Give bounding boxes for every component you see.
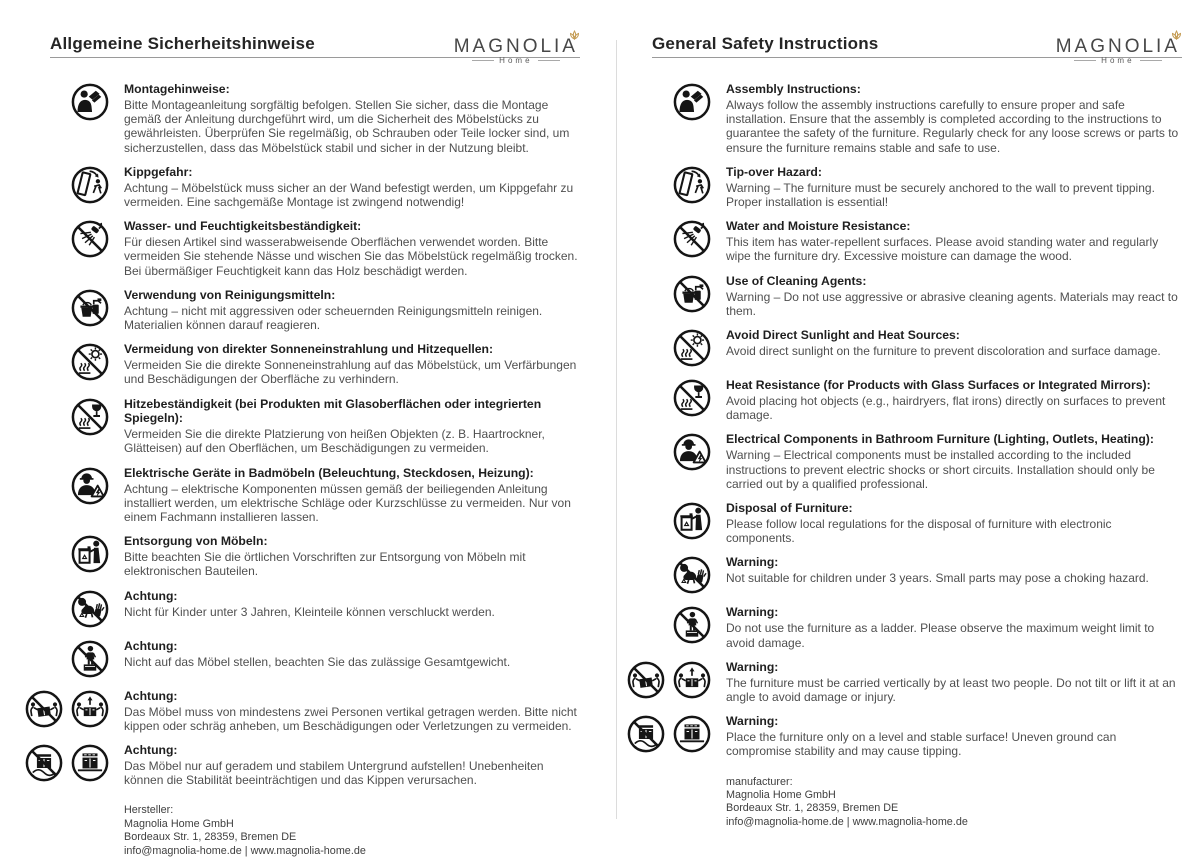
section-text — [726, 432, 1182, 491]
section-title: Disposal of Furniture: — [726, 501, 853, 516]
section-icons — [70, 589, 110, 629]
logo-dash — [472, 60, 494, 61]
section-text — [726, 660, 1182, 704]
no-cleaning-agents-icon — [672, 274, 712, 314]
no-uneven-ground-icon — [24, 743, 64, 783]
read-manual-icon — [70, 82, 110, 122]
no-tilt-carry-icon — [24, 689, 64, 729]
section-title: Electrical Components in Bathroom Furniture (Lighting, Outlets, Heating): — [726, 432, 1154, 447]
column-divider — [616, 40, 617, 819]
section-title: Avoid Direct Sunlight and Heat Sources: — [726, 328, 960, 343]
section-body: Warning – Electrical components must be installed according to the included instructions to prevent electric shocks or short circuits. Installation should only be carried out by a qualified professional. — [726, 448, 1155, 491]
section-body: Do not use the furniture as a ladder. Please observe the maximum weight limit to avoid damage. — [726, 621, 1155, 650]
section-icons — [70, 466, 110, 525]
section-title: Verwendung von Reinigungsmitteln: — [124, 287, 336, 302]
section-body: Warning – The furniture must be securely anchored to the wall to prevent tipping. Proper installation is essential! — [726, 180, 1155, 210]
no-water-icon — [672, 219, 712, 259]
section-title: Achtung: — [124, 688, 178, 703]
brand-logo — [1054, 36, 1182, 65]
section-body: Nicht auf das Möbel stellen, beachten Sie das zulässige Gesamtgewicht. — [124, 654, 511, 669]
logo-dash — [1074, 60, 1096, 61]
section-icons — [70, 639, 110, 679]
section-title: Warning: — [726, 659, 779, 674]
section-icons — [672, 501, 712, 545]
no-hot-glass-icon — [70, 397, 110, 437]
electrician-warning-icon — [672, 432, 712, 472]
safety-section — [652, 274, 1182, 318]
section-body: Warning – Do not use aggressive or abrasive cleaning agents. Materials may react to them. — [726, 289, 1178, 318]
manufacturer-line: info@magnolia-home.de | www.magnolia-home.de — [726, 815, 968, 828]
brand-logo — [452, 36, 580, 65]
manufacturer-info-de — [124, 804, 580, 858]
section-text — [124, 342, 580, 386]
section-title: Assembly Instructions: — [726, 82, 861, 96]
level-surface-icon — [70, 743, 110, 783]
section-icons — [672, 660, 712, 704]
section-text — [726, 328, 1182, 368]
safety-section — [50, 165, 580, 209]
section-text — [124, 219, 580, 278]
section-body: Always follow the assembly instructions carefully to ensure proper and safe installation. Ensure that the assembly is completed according to the instructions to guarantee the safety of the furniture. Regularly check for any loose screws or parts to ensure the furniture remains stable and safe to use. — [726, 98, 1179, 155]
section-body: The furniture must be carried vertically by at least two people. Do not tilt or lift it at an angle to avoid damage or injury. — [726, 675, 1176, 705]
section-icons — [672, 714, 712, 758]
no-children-icon — [672, 555, 712, 595]
section-text — [124, 82, 580, 155]
disposal-icon — [70, 534, 110, 574]
section-body: Bitte Montageanleitung sorgfältig befolgen. Stellen Sie sicher, dass die Montage gemäß der Anleitung durchgeführt wird, um die Sicherheit des Möbelstücks zu gewährleisten. Überprüfen Sie regelmäßig, ob Schrauben oder Teile locker sind, um sicherzustellen, dass das Möbelstück stabil und sicher in der Nutzung bleibt. — [124, 98, 570, 155]
logo-dash — [1140, 60, 1162, 61]
section-title: Water and Moisture Resistance: — [726, 219, 911, 234]
no-standing-icon — [70, 639, 110, 679]
section-icons — [672, 328, 712, 368]
section-body: Vermeiden Sie die direkte Platzierung von heißen Objekten (z. B. Haartrockner, Glätteisen) auf den Oberflächen, um Beschädigungen zu vermeiden. — [124, 427, 545, 456]
safety-section — [652, 605, 1182, 649]
section-title: Vermeidung von direkter Sonneneinstrahlung und Hitzequellen: — [124, 342, 494, 357]
section-icons — [70, 534, 110, 578]
german-column — [50, 34, 580, 857]
section-body: Das Möbel nur auf geradem und stabilem Untergrund aufstellen! Unebenheiten können die Stabilität beeinträchtigen und das Kippen verursachen. — [124, 758, 544, 788]
manufacturer-line: Magnolia Home GmbH — [726, 789, 836, 802]
safety-section — [50, 689, 580, 733]
section-text — [124, 288, 580, 332]
section-icons — [672, 555, 712, 595]
section-text — [726, 219, 1182, 263]
safety-section — [50, 219, 580, 278]
section-icons — [70, 397, 110, 456]
section-body: Avoid placing hot objects (e.g., hairdryers, flat irons) directly on surfaces to prevent damage. — [726, 394, 1166, 423]
section-title: Hitzebeständigkeit (bei Produkten mit Glasoberflächen oder integrierten Spiegeln): — [124, 396, 542, 426]
no-uneven-ground-icon — [626, 714, 666, 754]
section-text — [726, 714, 1182, 758]
section-icons — [70, 165, 110, 209]
section-text — [726, 605, 1182, 649]
section-text — [124, 689, 580, 733]
manufacturer-line: Hersteller: — [124, 804, 174, 817]
section-icons — [70, 219, 110, 278]
section-body: Achtung – nicht mit aggressiven oder scheuernden Reinigungsmitteln reinigen. Materialien können darauf reagieren. — [124, 303, 543, 333]
section-body: Avoid direct sunlight on the furniture to prevent discoloration and surface damage. — [726, 344, 1161, 359]
safety-section — [652, 328, 1182, 368]
section-text — [124, 466, 580, 525]
section-title: Heat Resistance (for Products with Glass Surfaces or Integrated Mirrors): — [726, 378, 1151, 393]
section-title: Kippgefahr: — [124, 164, 193, 179]
brand-subtitle: Home — [1054, 56, 1182, 65]
section-title: Wasser- und Feuchtigkeitsbeständigkeit: — [124, 219, 362, 234]
section-text — [124, 743, 580, 787]
section-icons — [672, 378, 712, 422]
section-icons — [672, 274, 712, 318]
column-header-en — [652, 34, 1182, 65]
section-body: Für diesen Artikel sind wasserabweisende Oberflächen verwendet worden. Bitte vermeiden Sie stehende Nässe und wischen Sie das Möbelstück regelmäßig trocken. Bei übermäßiger Feuchtigkeit kann das Holz beschädigt werden. — [124, 235, 578, 278]
section-icons — [672, 432, 712, 491]
brand-name: MAGNOLIA — [453, 36, 578, 57]
section-title: Entsorgung von Möbeln: — [124, 534, 268, 549]
section-title: Warning: — [726, 714, 779, 729]
section-title: Achtung: — [124, 638, 178, 653]
safety-section — [652, 432, 1182, 491]
section-icons — [70, 743, 110, 787]
sections-en — [652, 82, 1182, 769]
brand-name: MAGNOLIA — [1055, 36, 1180, 57]
section-icons — [672, 219, 712, 263]
section-title: Achtung: — [124, 588, 178, 603]
section-title: Tip-over Hazard: — [726, 164, 822, 179]
section-icons — [70, 288, 110, 332]
no-water-icon — [70, 219, 110, 259]
page-title-en: General Safety Instructions — [652, 34, 879, 53]
level-surface-icon — [672, 714, 712, 754]
carry-two-people-icon — [672, 660, 712, 700]
section-text — [726, 274, 1182, 318]
section-text — [726, 82, 1182, 155]
section-body: Not suitable for children under 3 years. Small parts may pose a choking hazard. — [726, 571, 1149, 586]
section-text — [124, 397, 580, 456]
section-text — [124, 534, 580, 578]
no-sunlight-icon — [70, 342, 110, 382]
section-icons — [70, 342, 110, 386]
safety-section — [50, 82, 580, 155]
section-body: Achtung – Möbelstück muss sicher an der Wand befestigt werden, um Kippgefahr zu vermeiden. Eine sachgemäße Montage ist zwingend notwendig! — [124, 180, 574, 210]
electrician-warning-icon — [70, 466, 110, 506]
safety-section — [652, 714, 1182, 758]
safety-section — [50, 342, 580, 386]
section-title: Warning: — [726, 605, 779, 620]
section-body: Please follow local regulations for the disposal of furniture with electronic components. — [726, 517, 1112, 546]
tip-over-icon — [672, 165, 712, 205]
safety-section — [50, 589, 580, 629]
manufacturer-line: manufacturer: — [726, 775, 793, 788]
page-title-de: Allgemeine Sicherheitshinweise — [50, 34, 315, 53]
english-column — [652, 34, 1182, 849]
no-tilt-carry-icon — [626, 660, 666, 700]
disposal-icon — [672, 501, 712, 541]
safety-section — [652, 660, 1182, 704]
section-text — [124, 165, 580, 209]
safety-section — [50, 466, 580, 525]
section-title: Elektrische Geräte in Badmöbeln (Beleuchtung, Steckdosen, Heizung): — [124, 465, 534, 480]
no-cleaning-agents-icon — [70, 288, 110, 328]
safety-section — [652, 378, 1182, 422]
safety-section — [652, 501, 1182, 545]
safety-section — [652, 82, 1182, 155]
read-manual-icon — [672, 82, 712, 122]
flower-icon — [568, 29, 581, 40]
no-standing-icon — [672, 605, 712, 645]
section-icons — [672, 165, 712, 209]
section-body: Nicht für Kinder unter 3 Jahren, Kleinteile können verschluckt werden. — [124, 604, 495, 619]
section-body: Achtung – elektrische Komponenten müssen gemäß der beiliegenden Anleitung installiert werden, um elektrische Schläge oder Kurzschlüsse zu vermeiden. Nur von einem Fachmann installieren lassen. — [124, 481, 571, 524]
safety-section — [50, 397, 580, 456]
section-title: Montagehinweise: — [124, 82, 230, 96]
section-text — [726, 555, 1182, 595]
manufacturer-line: Magnolia Home GmbH — [124, 817, 234, 830]
logo-dash — [538, 60, 560, 61]
manufacturer-line: Bordeaux Str. 1, 28359, Bremen DE — [726, 802, 899, 815]
tip-over-icon — [70, 165, 110, 205]
manufacturer-info-en — [726, 776, 1182, 830]
section-icons — [70, 82, 110, 155]
manufacturer-line: Bordeaux Str. 1, 28359, Bremen DE — [124, 831, 297, 844]
section-text — [124, 589, 580, 629]
safety-section — [50, 288, 580, 332]
section-text — [726, 378, 1182, 422]
safety-section — [50, 639, 580, 679]
no-children-icon — [70, 589, 110, 629]
carry-two-people-icon — [70, 689, 110, 729]
section-title: Use of Cleaning Agents: — [726, 273, 867, 288]
brand-subtitle: Home — [452, 56, 580, 65]
no-sunlight-icon — [672, 328, 712, 368]
section-icons — [70, 689, 110, 733]
sections-de — [50, 82, 580, 797]
section-body: Bitte beachten Sie die örtlichen Vorschriften zur Entsorgung von Möbeln mit elektronischen Bauteilen. — [124, 550, 526, 579]
safety-section — [50, 534, 580, 578]
section-text — [726, 501, 1182, 545]
flower-icon — [1170, 29, 1183, 40]
column-header-de — [50, 34, 580, 65]
section-text — [124, 639, 580, 679]
safety-section — [652, 165, 1182, 209]
safety-section — [652, 555, 1182, 595]
manufacturer-line: info@magnolia-home.de | www.magnolia-home.de — [124, 844, 366, 857]
section-body: Vermeiden Sie die direkte Sonneneinstrahlung auf das Möbelstück, um Verfärbungen und Beschädigungen der Oberfläche zu verhindern. — [124, 358, 577, 387]
section-icons — [672, 605, 712, 649]
section-body: Das Möbel muss von mindestens zwei Personen vertikal getragen werden. Bitte nicht kippen oder schräg anheben, um Beschädigungen oder Verletzungen zu vermeiden. — [124, 704, 577, 733]
no-hot-glass-icon — [672, 378, 712, 418]
section-body: This item has water-repellent surfaces. Please avoid standing water and regularly wipe the furniture dry. Excessive moisture can damage the wood. — [726, 235, 1159, 264]
section-text — [726, 165, 1182, 209]
section-body: Place the furniture only on a level and stable surface! Uneven ground can compromise stability and may cause tipping. — [726, 730, 1117, 759]
safety-section — [50, 743, 580, 787]
section-icons — [672, 82, 712, 155]
safety-section — [652, 219, 1182, 263]
section-title: Warning: — [726, 555, 779, 570]
section-title: Achtung: — [124, 742, 178, 757]
